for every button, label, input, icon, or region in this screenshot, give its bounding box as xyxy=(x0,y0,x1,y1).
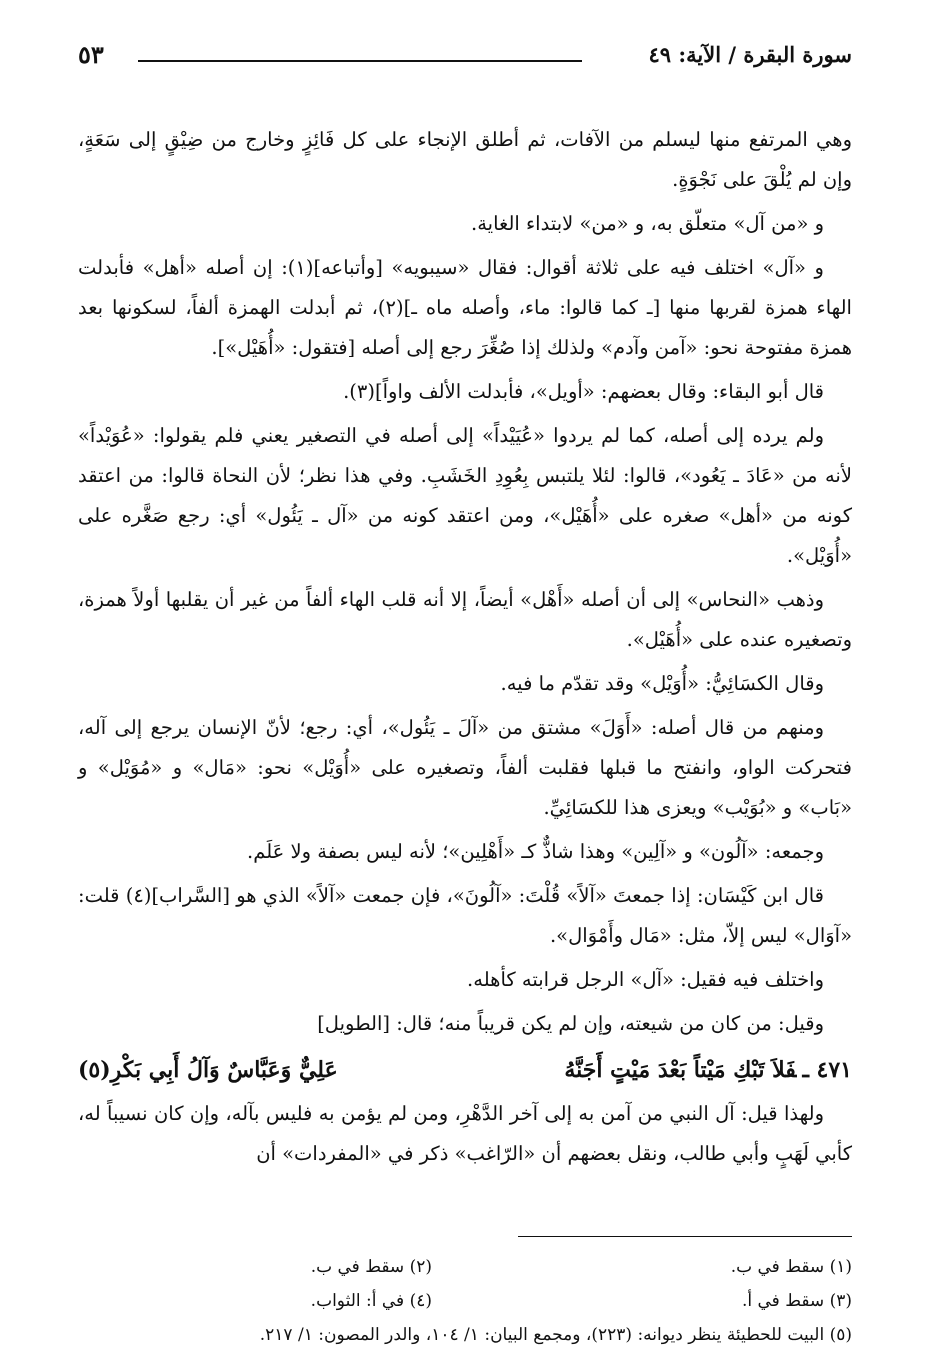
paragraph: واختلف فيه فقيل: «آل» الرجل قرابته كأهله. xyxy=(467,968,824,991)
paragraph: وذهب «النحاس» إلى أن أصله «أَهْل» أيضاً، إلا أنه قلب الهاء ألفاً من غير أن يقلبها أولاً همزة، وتصغيره عنده على «أُهَيْل». xyxy=(78,588,852,651)
footnote: (٥) البيت للحطيئة ينظر ديوانه: (٢٢٣)، ومجمع البيان: ١/ ١٠٤، والدر المصون: ١/ ٢١٧. xyxy=(259,1325,852,1345)
verse-number: ٤٧١ ـ xyxy=(802,1057,852,1083)
poetry-verse xyxy=(78,1048,852,1092)
footnote: (١) سقط في ب. xyxy=(730,1257,852,1277)
footnote-row xyxy=(78,1250,852,1284)
footnote: (٤) في أ: الثواب. xyxy=(310,1291,432,1311)
verse-second-hemistich: عَلِيٌّ وَعَبَّاسٌ وَآلُ أَبِي بَكْرِ(٥) xyxy=(78,1057,338,1083)
footnote-separator xyxy=(518,1236,852,1237)
paragraph: قال ابن كَيْسَان: إذا جمعتَ «آلاً» قُلْتَ: «آلُونَ»، فإن جمعت «آلاً» الذي هو [السَّراب](٤) قلت: «آوَال» ليس إلاّ، مثل: «مَال وأَمْوَال». xyxy=(78,884,852,947)
footnote: (٣) سقط في أ. xyxy=(741,1291,852,1311)
header-fill-line xyxy=(138,60,582,62)
paragraph: و «آل» اختلف فيه على ثلاثة أقوال: فقال «سيبويه» [وأتباعه](١): إن أصله «أهل» فأبدلت الهاء همزة لقربها منها [ـ كما قالوا: ماء، وأصله ماه ـ](٢)، ثم أبدلت الهمزة ألفاً، لسكونها بعد همزة مفتوحة نحو: «آمن وآدم» ولذلك إذا صُغِّرَ رجع إلى أصله [فتقول: «أُهَيْل»]. xyxy=(78,256,852,359)
paragraph: وهي المرتفع منها ليسلم من الآفات، ثم أطلق الإنجاء على كل فَائِزٍ وخارج من ضِيْقٍ إلى سَعَةٍ، وإن لم يُلْقَ على نَجْوَةٍ. xyxy=(78,128,852,191)
surah-verse-title: سورة البقرة / الآية: ٤٩ xyxy=(648,42,852,67)
verse-first-hemistich: ٤٧١ ـفَلاَ تَبْكِ مَيْتاً بَعْدَ مَيْتٍ أَجَنَّهُ xyxy=(564,1057,852,1083)
paragraph: وقال الكسَائِيُّ: «أُوَيْل» وقد تقدّم ما فيه. xyxy=(500,672,824,695)
main-text xyxy=(78,120,852,1178)
paragraph: ولهذا قيل: آل النبي من آمن به إلى آخر الدَّهْرِ، ومن لم يؤمن به فليس بآله، وإن كان نسيباً له، كأبي لَهَبٍ وأبي طالب، ونقل بعضهم أن «الرّاغب» ذكر في «المفردات» أن xyxy=(78,1102,852,1165)
paragraph: ولم يرده إلى أصله، كما لم يردوا «عُيَيْداً» إلى أصله في التصغير يعني فلم يقولوا: «عُوَيْداً» لأنه من «عَادَ ـ يَعُود»، قالوا: لئلا يلتبس بِعُوِدِ الخَشَبِ. وفي هذا نظر؛ لأن النحاة قالوا: من اعتقد كونه من «أهل» صغره على «أُهَيْل»، ومن اعتقد كونه من «آل ـ يَئُول» أي: رجع صَغَّره على «أُوَيْل». xyxy=(78,424,852,567)
page-number: ٥٣ xyxy=(78,40,104,69)
running-header xyxy=(78,40,852,76)
footnotes xyxy=(78,1250,852,1352)
footnote: (٢) سقط في ب. xyxy=(310,1257,432,1277)
paragraph: قال أبو البقاء: وقال بعضهم: «أويل»، فأبدلت الألف واواً](٣). xyxy=(343,380,824,403)
paragraph: وجمعه: «آلُون» و «آلِين» وهذا شاذٌّ كـ «أَهْلِين»؛ لأنه ليس بصفة ولا عَلَم. xyxy=(247,840,824,863)
footnote-row xyxy=(78,1284,852,1318)
page xyxy=(78,40,852,1345)
footnote-row xyxy=(78,1318,852,1352)
paragraph: ومنهم من قال أصله: «أَوَلَ» مشتق من «آلَ ـ يَئُول»، أي: رجع؛ لأنّ الإنسان يرجع إلى آله، فتحركت الواو، وانفتح ما قبلها فقلبت ألفاً، وتصغيره على «أُوَيْل» نحو: «مَال» و «مُوَيْل» و «بَاب» و «بُوَيْب» ويعزى هذا للكسَائِيِّ. xyxy=(78,716,852,819)
paragraph: وقيل: من كان من شيعته، وإن لم يكن قريباً منه؛ قال: [الطويل] xyxy=(317,1012,824,1035)
paragraph: و «من آل» متعلّق به، و «من» لابتداء الغاية. xyxy=(471,212,824,235)
